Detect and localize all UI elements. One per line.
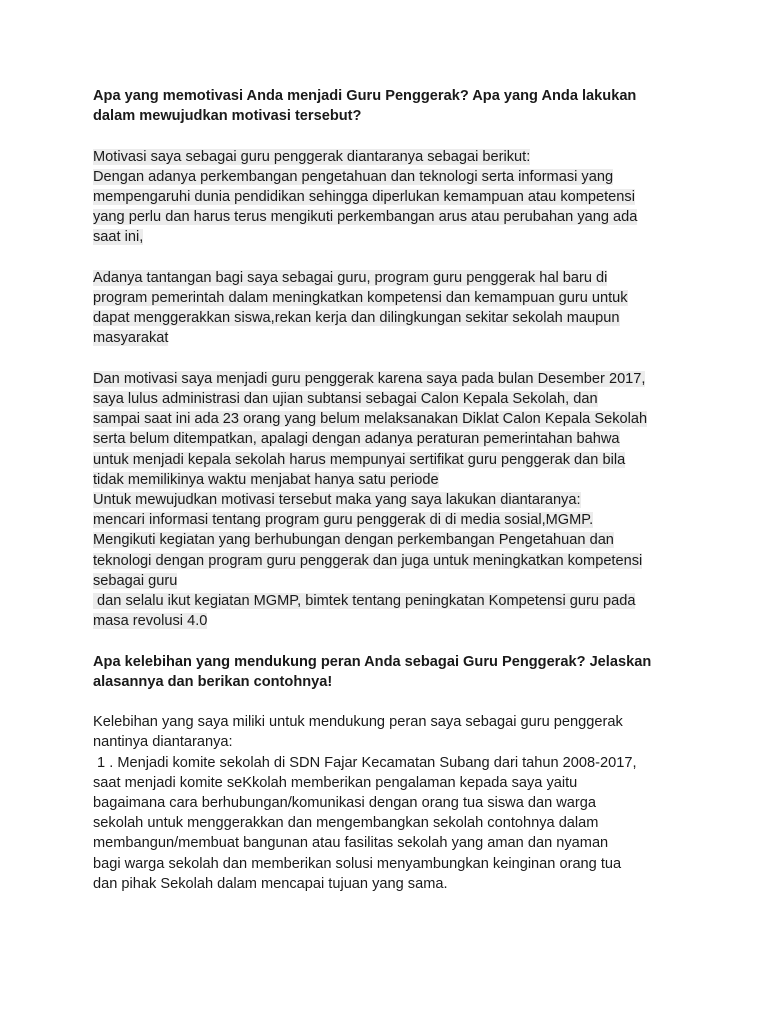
answer-1-p3-line: dan selalu ikut kegiatan MGMP, bimtek tentang peningkatan Kompetensi guru pada <box>93 593 636 610</box>
answer-1-p3-line: sampai saat ini ada 23 orang yang belum melaksanakan Diklat Calon Kepala Sekolah <box>93 411 648 428</box>
answer-1-p3-line: Untuk mewujudkan motivasi tersebut maka yang saya lakukan diantaranya: <box>93 492 581 509</box>
answer-1-p3-line: Mengikuti kegiatan yang berhubungan dengan perkembangan Pengetahuan dan <box>93 532 614 549</box>
answer-2-paragraph <box>93 712 683 894</box>
question-2-heading <box>93 652 683 692</box>
answer-1-p3-line: mencari informasi tentang program guru penggerak di di media sosial,MGMP. <box>93 512 594 529</box>
answer-2-line: nantinya diantaranya: <box>93 734 233 751</box>
answer-2-line: bagi warga sekolah dan memberikan solusi menyambungkan keinginan orang tua <box>93 855 622 872</box>
question-2-line: alasannya dan berikan contohnya! <box>93 673 333 690</box>
answer-1-p3-line: teknologi dengan program guru penggerak dan juga untuk meningkatkan kompetensi <box>93 552 643 569</box>
answer-1-p2-line: dapat menggerakkan siswa,rekan kerja dan dilingkungan sekitar sekolah maupun <box>93 310 620 327</box>
document-page <box>93 86 683 894</box>
answer-2-line: dan pihak Sekolah dalam mencapai tujuan yang sama. <box>93 875 448 892</box>
answer-2-line: 1 . Menjadi komite sekolah di SDN Fajar Kecamatan Subang dari tahun 2008-2017, <box>93 754 637 771</box>
answer-1-p2-line: masyarakat <box>93 330 169 347</box>
answer-2-line: membangun/membuat bangunan atau fasilitas sekolah yang aman dan nyaman <box>93 835 609 852</box>
paragraph-gap <box>93 126 683 146</box>
answer-2-line: saat menjadi komite seKkolah memberikan pengalaman kepada saya yaitu <box>93 774 578 791</box>
answer-1-p3-line: tidak memilikinya waktu menjabat hanya satu periode <box>93 471 439 488</box>
question-1-line: dalam mewujudkan motivasi tersebut? <box>93 108 362 125</box>
paragraph-gap <box>93 248 683 268</box>
answer-1-intro-line: saat ini, <box>93 229 144 246</box>
answer-1-p3-line: serta belum ditempatkan, apalagi dengan adanya peraturan pemerintahan bahwa <box>93 431 620 448</box>
answer-1-paragraph-3 <box>93 369 683 632</box>
paragraph-gap <box>93 631 683 651</box>
answer-1-p3-line: masa revolusi 4.0 <box>93 613 208 630</box>
answer-1-p3-line: saya lulus administrasi dan ujian subtansi sebagai Calon Kepala Sekolah, dan <box>93 391 598 407</box>
paragraph-gap <box>93 349 683 369</box>
answer-1-intro-paragraph <box>93 147 683 248</box>
answer-1-p3-line: Dan motivasi saya menjadi guru penggerak karena saya pada bulan Desember 2017, <box>93 370 646 387</box>
answer-1-intro-line: yang perlu dan harus terus mengikuti perkembangan arus atau perubahan yang ada <box>93 209 638 226</box>
answer-1-intro-line: mempengaruhi dunia pendidikan sehingga diperlukan kemampuan atau kompetensi <box>93 189 635 205</box>
answer-1-p2-line: Adanya tantangan bagi saya sebagai guru, program guru penggerak hal baru di <box>93 269 608 286</box>
answer-1-paragraph-2 <box>93 268 683 349</box>
answer-1-p2-line: program pemerintah dalam meningkatkan kompetensi dan kemampuan guru untuk <box>93 290 628 306</box>
answer-1-p3-line: sebagai guru <box>93 572 178 589</box>
answer-2-line: sekolah untuk menggerakkan dan mengembangkan sekolah contohnya dalam <box>93 815 599 832</box>
answer-2-line: bagaimana cara berhubungan/komunikasi dengan orang tua siswa dan warga <box>93 795 597 812</box>
answer-1-p3-line: untuk menjadi kepala sekolah harus mempunyai sertifikat guru penggerak dan bila <box>93 451 626 468</box>
question-1-line: Apa yang memotivasi Anda menjadi Guru Penggerak? Apa yang Anda lakukan <box>93 88 637 104</box>
answer-2-line: Kelebihan yang saya miliki untuk mendukung peran saya sebagai guru penggerak <box>93 714 623 731</box>
paragraph-gap <box>93 692 683 712</box>
question-2-line: Apa kelebihan yang mendukung peran Anda sebagai Guru Penggerak? Jelaskan <box>93 653 652 670</box>
question-1-heading <box>93 86 683 126</box>
answer-1-intro-line: Motivasi saya sebagai guru penggerak diantaranya sebagai berikut: <box>93 148 531 165</box>
answer-1-intro-line: Dengan adanya perkembangan pengetahuan dan teknologi serta informasi yang <box>93 168 614 185</box>
